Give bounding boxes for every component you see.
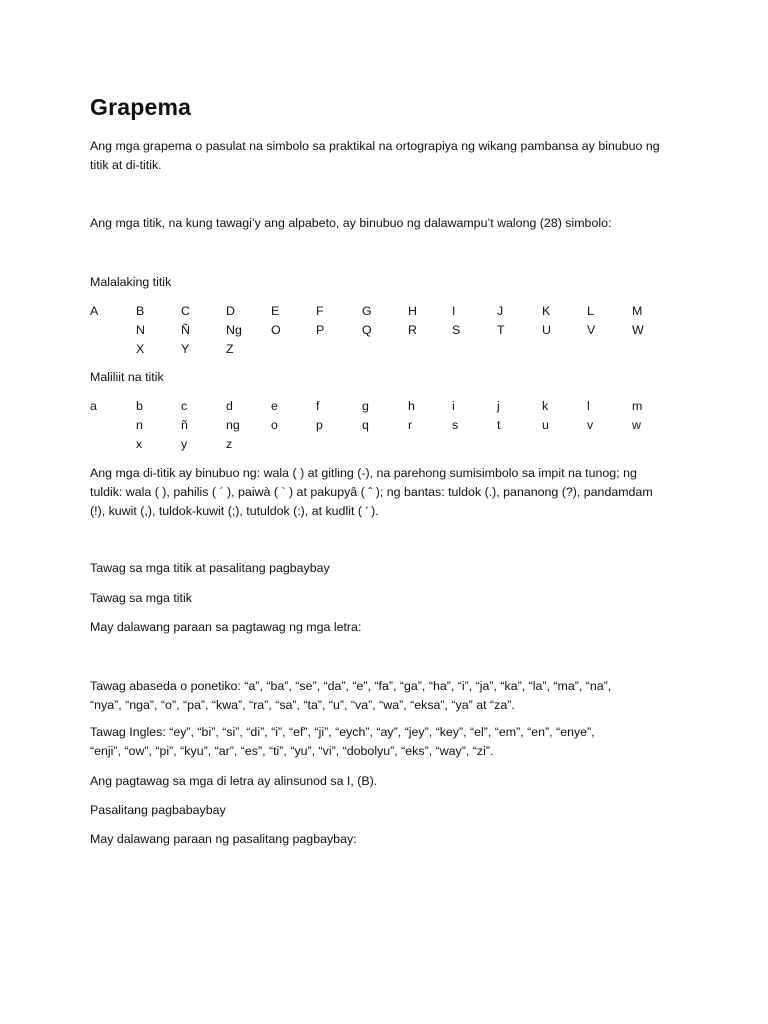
alphabet-intro: Ang mga titik, na kung tawagi’y ang alpabeto, ay binubuo ng dalawampu’t walong (28) simbolo:	[90, 216, 612, 230]
ingles-line-1: Tawag Ingles: “ey”, “bi”, “si”, “di”, “i”, “ef”, “ji”, “eych”, “ay”, “jey”, “key”, “el”, “em”, “en”, “enye”,	[90, 725, 595, 739]
letter-cell: G	[362, 304, 372, 318]
letter-cell: s	[452, 418, 459, 432]
letter-cell: l	[587, 399, 590, 413]
letter-cell: u	[542, 418, 549, 432]
di-letra-paragraph: Ang pagtawag sa mga di letra ay alinsunod sa I, (B).	[90, 774, 378, 788]
letter-cell: r	[408, 418, 413, 432]
letter-cell: C	[181, 304, 190, 318]
diacritics-line-2: tuldik: wala ( ), pahilis ( ´ ), paiwà ( ` ) at pakupyâ ( ˆ ); ng bantas: tuldok (.), pananong (?), pandamdam	[90, 485, 653, 499]
letter-cell: n	[136, 418, 143, 432]
diacritics-line-1: Ang mga di-titik ay binubuo ng: wala ( ) at gitling (-), na parehong sumisimbolo sa impit na tunog; ng	[90, 466, 637, 480]
letter-cell: Q	[362, 323, 372, 337]
letter-cell: w	[632, 418, 641, 432]
letter-cell: L	[587, 304, 594, 318]
letter-cell: H	[408, 304, 417, 318]
abaseda-line-2: “nya”, “nga”, “o”, “pa”, “kwa”, “ra”, “sa”, “ta”, “u”, “va”, “wa”, “eksa”, “ya” at “za”.	[90, 698, 515, 712]
letter-cell: g	[362, 399, 369, 413]
letter-cell: b	[136, 399, 143, 413]
letter-cell: Y	[181, 342, 190, 356]
abaseda-line-1: Tawag abaseda o ponetiko: “a”, “ba”, “se”, “da”, “e”, “fa”, “ga”, “ha”, “i”, “ja”, “ka”, “la”, “ma”, “na”,	[90, 679, 612, 693]
letter-cell: Z	[226, 342, 234, 356]
section-dalawang-paraan-pasalitang: May dalawang paraan ng pasalitang pagbaybay:	[90, 832, 357, 846]
letter-cell: Ng	[226, 323, 242, 337]
letter-cell: U	[542, 323, 551, 337]
letter-cell: v	[587, 418, 594, 432]
letter-cell: ñ	[181, 418, 188, 432]
letter-cell: k	[542, 399, 549, 413]
letter-cell: j	[497, 399, 500, 413]
diacritics-line-3: (!), kuwit (,), tuldok-kuwit (;), tutuldok (:), at kudlit ( ’ ).	[90, 504, 379, 518]
letter-cell: y	[181, 437, 188, 451]
section-tawag-pagbaybay: Tawag sa mga titik at pasalitang pagbaybay	[90, 561, 330, 575]
letter-cell: P	[316, 323, 325, 337]
letter-cell: E	[271, 304, 280, 318]
letter-cell: m	[632, 399, 643, 413]
letter-cell: B	[136, 304, 145, 318]
section-tawag-titik: Tawag sa mga titik	[90, 591, 192, 605]
letter-cell: D	[226, 304, 235, 318]
letter-cell: ng	[226, 418, 240, 432]
letter-cell: a	[90, 399, 97, 413]
letter-cell: M	[632, 304, 643, 318]
ingles-line-2: “enji”, “ow”, “pi”, “kyu”, “ar”, “es”, “ti”, “yu”, “vi”, “dobolyu”, “eks”, “way”, “zi”.	[90, 744, 494, 758]
letter-cell: T	[497, 323, 505, 337]
letter-cell: f	[316, 399, 320, 413]
letter-cell: e	[271, 399, 278, 413]
letter-cell: A	[90, 304, 99, 318]
intro-line-2: titik at di-titik.	[90, 158, 162, 172]
letter-cell: I	[452, 304, 456, 318]
letter-cell: d	[226, 399, 233, 413]
letter-cell: W	[632, 323, 644, 337]
letter-cell: S	[452, 323, 461, 337]
letter-cell: t	[497, 418, 501, 432]
letter-cell: i	[452, 399, 455, 413]
letter-cell: o	[271, 418, 278, 432]
letter-cell: z	[226, 437, 233, 451]
letter-cell: F	[316, 304, 324, 318]
section-dalawang-paraan-pagtawag: May dalawang paraan sa pagtawag ng mga letra:	[90, 620, 362, 634]
letter-cell: x	[136, 437, 143, 451]
lowercase-heading: Maliliit na titik	[90, 370, 164, 384]
section-pasalitang: Pasalitang pagbabaybay	[90, 803, 226, 817]
letter-cell: Ñ	[181, 323, 190, 337]
letter-cell: p	[316, 418, 323, 432]
letter-cell: V	[587, 323, 596, 337]
uppercase-heading: Malalaking titik	[90, 275, 172, 289]
letter-cell: h	[408, 399, 415, 413]
letter-cell: J	[497, 304, 504, 318]
letter-cell: c	[181, 399, 188, 413]
intro-line-1: Ang mga grapema o pasulat na simbolo sa praktikal na ortograpiya ng wikang pambansa ay binubuo ng	[90, 139, 660, 153]
letter-cell: K	[542, 304, 551, 318]
letter-cell: R	[408, 323, 417, 337]
letter-cell: N	[136, 323, 145, 337]
page-title: Grapema	[90, 94, 192, 120]
letter-cell: O	[271, 323, 281, 337]
letter-cell: q	[362, 418, 369, 432]
letter-cell: X	[136, 342, 145, 356]
